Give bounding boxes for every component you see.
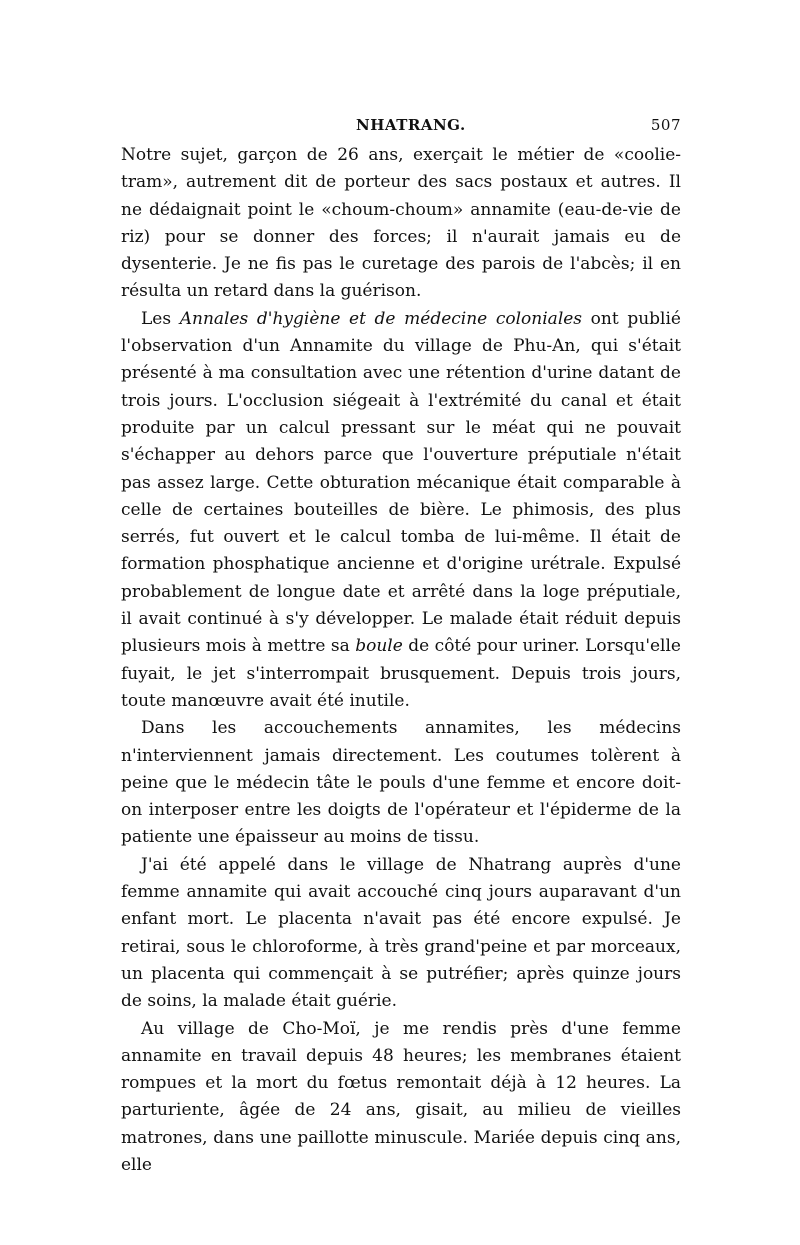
paragraph-1-text: Notre sujet, garçon de 26 ans, exerçait le métier de «coolie-tram», autrement dit de porteur des sacs postaux et autres. Il ne dédaignait point le «choum-choum» annamite (eau-de-vie de riz) pour se donner des forces; il n'aurait jamais eu de dysenterie. Je ne fis pas le curetage des parois de l'abcès; il en résulta un retard dans la guérison. (121, 145, 681, 302)
paragraph-2-text-c: de côté pour uriner. Lorsqu'elle fuyait, le jet s'interrompait brusquement. Depuis trois jours, toute manœuvre avait été inutile. (121, 636, 681, 711)
paragraph-1 (121, 142, 681, 306)
journal-title: Annales d'hygiène et de médecine coloniales (179, 308, 583, 329)
paragraph-5-text: Au village de Cho-Moï, je me rendis près d'une femme annamite en travail depuis 48 heures; les membranes étaient rompues et la mort du fœtus remontait déjà à 12 heures. La parturiente, âgée de 24 ans, gisait, au milieu de vieilles matrones, dans une paillotte minuscule. Mariée depuis cinq ans, elle (121, 1018, 681, 1175)
paragraph-4-text: J'ai été appelé dans le village de Nhatrang auprès d'une femme annamite qui avait accouché cinq jours auparavant d'un enfant mort. Le placenta n'avait pas été encore expulsé. Je retirai, sous le chloroforme, à très grand'peine et par morceaux, un placenta qui commençait à se putréfier; après quinze jours de soins, la malade était guérie. (121, 854, 681, 1012)
paragraph-3-text: Dans les accouchements annamites, les médecins n'interviennent jamais directement. Les coutumes tolèrent à peine que le médecin tâte le pouls d'une femme et encore doit-on interposer entre les doigts de l'opérateur et l'épiderme de la patiente une épaisseur au moins de tissu. (121, 718, 681, 848)
page-number: 507 (650, 116, 681, 134)
paragraph-5 (121, 1016, 681, 1180)
book-page (121, 112, 681, 1179)
paragraph-4 (121, 852, 681, 1016)
chapter-title: NHATRANG. (356, 116, 466, 134)
paragraph-2 (121, 306, 681, 715)
italic-word-boule: boule (355, 636, 403, 657)
running-head (121, 112, 681, 142)
body-text (121, 142, 681, 1179)
paragraph-2-text-b: ont publié l'observation d'un Annamite du village de Phu-An, qui s'était présenté à ma consultation avec une rétention d'urine datant de trois jours. L'occlusion siégeait à l'extrémité du canal et était produite par un calcul pressant sur le méat qui ne pouvait s'échapper au dehors parce que l'ouverture préputiale n'était pas assez large. Cette obturation mécanique était comparable à celle de certaines bouteilles de bière. Le phimosis, des plus serrés, fut ouvert et le calcul tomba de lui-même. Il était de formation phosphatique ancienne et d'origine urétrale. Expulsé probablement de longue date et arrêté dans la loge préputiale, il avait continué à s'y développer. Le malade était réduit depuis plusieurs mois à mettre sa (121, 308, 681, 657)
paragraph-2-text-a: Les (141, 308, 180, 329)
paragraph-3 (121, 715, 681, 851)
